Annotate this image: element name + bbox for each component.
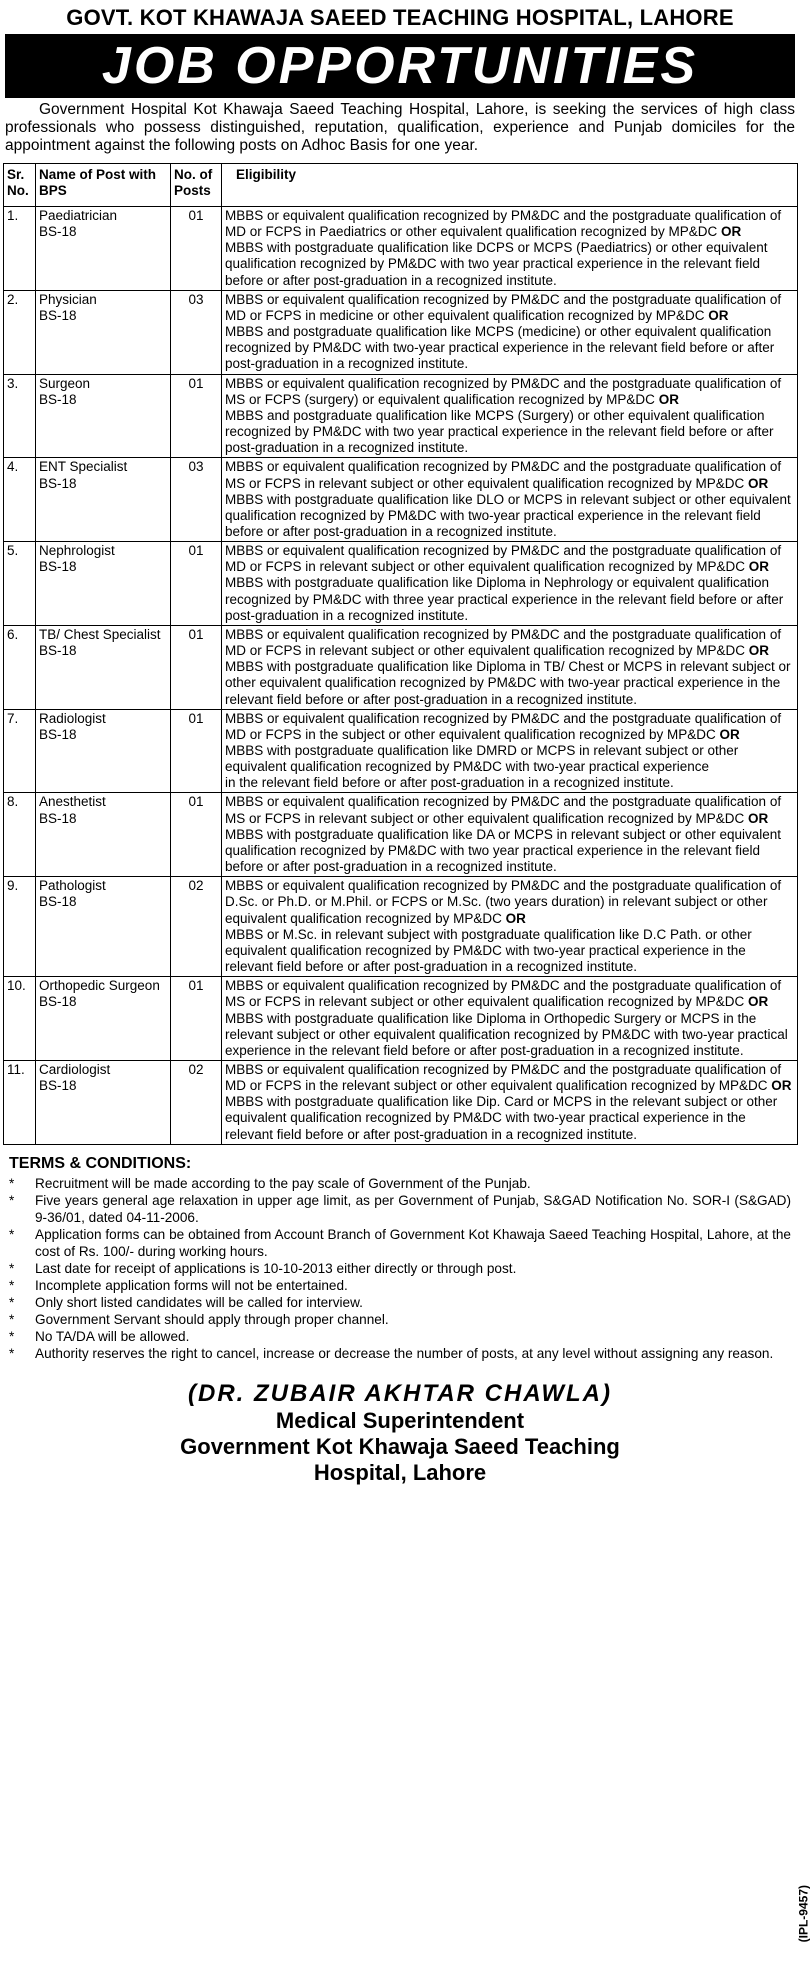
row-no-of-posts: 01 — [171, 625, 222, 709]
term-text: Only short listed candidates will be called for interview. — [35, 1294, 363, 1310]
row-serial-number: 10. — [4, 977, 36, 1061]
row-post-cell — [36, 542, 171, 626]
eligibility-or-label: OR — [748, 994, 769, 1010]
table-header-row — [4, 164, 798, 207]
term-text: Incomplete application forms will not be entertained. — [35, 1277, 348, 1293]
row-post-cell — [36, 793, 171, 877]
table-row — [4, 1060, 798, 1144]
row-post-name: ENT Specialist — [39, 459, 128, 475]
job-opportunities-banner: JOB OPPORTUNITIES — [5, 34, 795, 98]
asterisk-bullet-icon: * — [9, 1277, 15, 1293]
row-no-of-posts: 01 — [171, 374, 222, 458]
asterisk-bullet-icon: * — [9, 1226, 15, 1242]
row-no-of-posts: 01 — [171, 977, 222, 1061]
row-post-name: TB/ Chest Specialist — [39, 626, 161, 642]
eligibility-or-label: OR — [748, 643, 770, 659]
eligibility-option-2: MBBS with postgraduate qualification like DCPS or MCPS (Paediatrics) or other equivalent qualification recognized by PM&DC with two year practical experience in the relevant field before or after post-graduation in a recognized institute. — [225, 240, 768, 288]
eligibility-option-1: MBBS or equivalent qualification recognized by PM&DC and the postgraduate qualification of MD or FCPS in the relevant subject or other equivalent qualification recognized by MP&DC — [225, 1061, 782, 1094]
list-item — [9, 1260, 791, 1277]
row-post-name: Nephrologist — [39, 543, 115, 559]
eligibility-or-label: OR — [719, 726, 740, 742]
eligibility-option-2-continued: in the relevant field before or after post-graduation in a recognized institute. — [225, 775, 674, 791]
header-eligibility: Eligibility — [222, 164, 798, 207]
row-serial-number: 3. — [4, 374, 36, 458]
eligibility-option-1: MBBS or equivalent qualification recognized by PM&DC and the postgraduate qualification of MD or FCPS in Paediatrics or other equivalent qualification recognized by MP&DC — [225, 208, 782, 240]
eligibility-or-label: OR — [771, 1078, 792, 1094]
header-no-of-posts: No. of Posts — [171, 164, 222, 207]
row-eligibility — [222, 207, 798, 291]
row-post-name: Pathologist — [39, 878, 106, 894]
row-serial-number: 1. — [4, 207, 36, 291]
term-text: Five years general age relaxation in upper age limit, as per Government of Punjab, S&GAD Notification No. SOR-I (S&GAD) 9-36/01, dated 04-11-2006. — [35, 1192, 791, 1225]
row-post-name: Paediatrician — [39, 208, 118, 223]
row-eligibility — [222, 977, 798, 1061]
eligibility-or-label: OR — [658, 391, 679, 407]
row-post-cell — [36, 1060, 171, 1144]
eligibility-option-1: MBBS or equivalent qualification recognized by PM&DC and the postgraduate qualification of D.Sc. or Ph.D. or M.Phil. or FCPS or M.Sc. (two years duration) in relevant subject or other equivalent qualification recognized by MP&DC — [225, 878, 782, 926]
eligibility-or-label: OR — [721, 224, 742, 240]
row-serial-number: 6. — [4, 625, 36, 709]
list-item — [9, 1277, 791, 1294]
row-post-cell — [36, 207, 171, 291]
row-post-cell — [36, 458, 171, 542]
row-no-of-posts: 01 — [171, 709, 222, 793]
term-text: Authority reserves the right to cancel, increase or decrease the number of posts, at any level without assigning any reason. — [35, 1345, 774, 1361]
intro-paragraph: Government Hospital Kot Khawaja Saeed Teaching Hospital, Lahore, is seeking the services of high class professionals who possess distinguished, reputation, qualification, experience and Punjab domiciles for the appointment against the following posts on Adhoc Basis for one year. — [5, 101, 795, 154]
list-item — [9, 1226, 791, 1260]
row-post-name: Anesthetist — [39, 794, 106, 810]
eligibility-option-2: MBBS with postgraduate qualification like DMRD or MCPS in relevant subject or other equivalent qualification recognized by PM&DC with two-year practical experience — [225, 743, 739, 775]
eligibility-option-1: MBBS or equivalent qualification recognized by PM&DC and the postgraduate qualification of MD or FCPS in relevant subject or other equivalent qualification recognized by MP&DC — [225, 543, 782, 575]
table-row — [4, 542, 798, 626]
table-row — [4, 877, 798, 977]
eligibility-option-2: MBBS with postgraduate qualification like Diploma in Nephrology or equivalent qualification recognized by PM&DC with three year practical experience in the relevant field before or after post-graduation in a recognized institute. — [225, 575, 784, 623]
eligibility-or-label: OR — [748, 475, 769, 491]
posts-table — [3, 163, 798, 1145]
row-eligibility — [222, 877, 798, 977]
row-no-of-posts: 01 — [171, 207, 222, 291]
signature-block — [3, 1380, 797, 1486]
row-post-bps: BS-18 — [39, 1078, 77, 1094]
row-post-cell — [36, 374, 171, 458]
eligibility-option-2: MBBS and postgraduate qualification like MCPS (medicine) or other equivalent qualification recognized by PM&DC with two-year practical experience in the relevant field before or after post-graduation in a recognized institute. — [225, 324, 775, 372]
table-row — [4, 977, 798, 1061]
eligibility-option-1: MBBS or equivalent qualification recognized by PM&DC and the postgraduate qualification of MS or FCPS in relevant subject or other equivalent qualification recognized by MP&DC — [225, 459, 782, 491]
eligibility-option-2: MBBS with postgraduate qualification like Diploma in Orthopedic Surgery or MCPS in the relevant subject or other equivalent qualification recognized by PM&DC with two-year practical experience in the relevant field before or after post-graduation in a recognized institute. — [225, 1010, 788, 1058]
row-eligibility — [222, 290, 798, 374]
table-row — [4, 290, 798, 374]
terms-section — [9, 1155, 791, 1362]
eligibility-or-label: OR — [748, 559, 770, 575]
row-post-name: Physician — [39, 291, 97, 307]
eligibility-option-1: MBBS or equivalent qualification recognized by PM&DC and the postgraduate qualification of MS or FCPS in relevant subject or other equivalent qualification recognized by MP&DC — [225, 794, 782, 826]
term-text: Recruitment will be made according to the pay scale of Government of the Punjab. — [35, 1175, 531, 1191]
row-eligibility — [222, 542, 798, 626]
eligibility-option-2: MBBS or M.Sc. in relevant subject with postgraduate qualification like D.C Path. or other equivalent qualification recognized by PM&DC with two-year practical experience in the relevant field before or after post-graduation in a recognized institute. — [225, 926, 752, 975]
eligibility-option-1: MBBS or equivalent qualification recognized by PM&DC and the postgraduate qualification of MS or FCPS in relevant subject or other equivalent qualification recognized by MP&DC — [225, 978, 782, 1010]
eligibility-option-2: MBBS with postgraduate qualification like DA or MCPS in relevant subject or other equivalent qualification recognized by PM&DC with two year practical experience in the relevant field before or after post-graduation in a recognized institute. — [225, 826, 782, 875]
eligibility-option-2: MBBS and postgraduate qualification like MCPS (Surgery) or other equivalent qualification recognized by PM&DC with two year practical experience in the relevant field before or after post-graduation in a recognized institute. — [225, 407, 774, 456]
list-item — [9, 1294, 791, 1311]
eligibility-or-label: OR — [505, 910, 526, 926]
row-no-of-posts: 02 — [171, 1060, 222, 1144]
eligibility-option-1: MBBS or equivalent qualification recognized by PM&DC and the postgraduate qualification of MS or FCPS (surgery) or equivalent qualification recognized by MP&DC — [225, 375, 782, 407]
row-post-bps: BS-18 — [39, 643, 77, 659]
row-serial-number: 11. — [4, 1060, 36, 1144]
eligibility-option-2: MBBS with postgraduate qualification like Dip. Card or MCPS in the relevant subject or other equivalent qualification recognized by PM&DC with two-year practical experience in the relevant field before or after post-graduation in a recognized institute. — [225, 1094, 778, 1142]
row-post-bps: BS-18 — [39, 726, 77, 742]
row-serial-number: 8. — [4, 793, 36, 877]
eligibility-option-2: MBBS with postgraduate qualification like Diploma in TB/ Chest or MCPS in relevant subject or other equivalent qualification recognized by PM&DC with two-year practical experience in the relevant field before or after post-graduation in a recognized institute. — [225, 659, 791, 707]
row-post-cell — [36, 290, 171, 374]
list-item — [9, 1175, 791, 1192]
row-post-name: Orthopedic Surgeon — [39, 978, 160, 994]
row-serial-number: 2. — [4, 290, 36, 374]
row-post-bps: BS-18 — [39, 475, 77, 491]
row-no-of-posts: 01 — [171, 793, 222, 877]
row-post-bps: BS-18 — [39, 559, 77, 575]
eligibility-option-1: MBBS or equivalent qualification recognized by PM&DC and the postgraduate qualification of MD or FCPS in the subject or other equivalent qualification recognized by MP&DC — [225, 710, 782, 742]
signatory-designation: Medical Superintendent — [275, 1407, 525, 1433]
row-post-bps: BS-18 — [39, 391, 77, 407]
row-post-bps: BS-18 — [39, 224, 77, 240]
row-post-cell — [36, 877, 171, 977]
row-no-of-posts: 01 — [171, 542, 222, 626]
asterisk-bullet-icon: * — [9, 1192, 15, 1208]
row-eligibility — [222, 709, 798, 793]
eligibility-option-1: MBBS or equivalent qualification recognized by PM&DC and the postgraduate qualification of MD or FCPS in medicine or other equivalent qualification recognized by MP&DC — [225, 291, 782, 323]
row-eligibility — [222, 793, 798, 877]
row-post-cell — [36, 709, 171, 793]
list-item — [9, 1328, 791, 1345]
signatory-organization-line1: Government Kot Khawaja Saeed Teaching — [180, 1433, 620, 1459]
ipl-reference: (IPL-9457) — [796, 1885, 810, 1943]
row-no-of-posts: 02 — [171, 877, 222, 977]
table-row — [4, 374, 798, 458]
eligibility-or-label: OR — [748, 810, 769, 826]
table-row — [4, 458, 798, 542]
row-eligibility — [222, 374, 798, 458]
job-advertisement — [3, 0, 797, 1486]
signatory-name: (DR. ZUBAIR AKHTAR CHAWLA) — [188, 1379, 612, 1407]
list-item — [9, 1345, 791, 1362]
row-serial-number: 7. — [4, 709, 36, 793]
row-post-bps: BS-18 — [39, 894, 77, 910]
row-post-bps: BS-18 — [39, 994, 77, 1010]
row-post-name: Radiologist — [39, 710, 106, 726]
row-post-bps: BS-18 — [39, 307, 77, 323]
asterisk-bullet-icon: * — [9, 1294, 15, 1310]
posts-table-body — [4, 207, 798, 1145]
asterisk-bullet-icon: * — [9, 1311, 15, 1327]
asterisk-bullet-icon: * — [9, 1328, 15, 1344]
eligibility-option-2: MBBS with postgraduate qualification like DLO or MCPS in relevant subject or other equivalent qualification recognized by PM&DC with two-year practical experience in the relevant field before or after post-graduation in a recognized institute. — [225, 491, 791, 539]
row-eligibility — [222, 458, 798, 542]
row-no-of-posts: 03 — [171, 458, 222, 542]
row-serial-number: 4. — [4, 458, 36, 542]
table-row — [4, 793, 798, 877]
row-post-bps: BS-18 — [39, 810, 77, 826]
table-row — [4, 625, 798, 709]
asterisk-bullet-icon: * — [9, 1175, 15, 1191]
terms-list — [9, 1175, 791, 1362]
term-text: Last date for receipt of applications is 10-10-2013 either directly or through post. — [35, 1260, 517, 1276]
term-text: Government Servant should apply through proper channel. — [35, 1311, 389, 1327]
header-sr-no: Sr. No. — [4, 164, 36, 207]
row-no-of-posts: 03 — [171, 290, 222, 374]
terms-heading: TERMS & CONDITIONS: — [9, 1154, 192, 1172]
asterisk-bullet-icon: * — [9, 1345, 15, 1361]
hospital-title: GOVT. KOT KHAWAJA SAEED TEACHING HOSPITAL, LAHORE — [66, 5, 734, 30]
signatory-organization-line2: Hospital, Lahore — [313, 1459, 487, 1485]
row-post-name: Surgeon — [39, 375, 91, 391]
table-row — [4, 709, 798, 793]
asterisk-bullet-icon: * — [9, 1260, 15, 1276]
row-post-cell — [36, 625, 171, 709]
term-text: No TA/DA will be allowed. — [35, 1328, 190, 1344]
row-post-name: Cardiologist — [39, 1061, 111, 1077]
row-post-cell — [36, 977, 171, 1061]
term-text: Application forms can be obtained from Account Branch of Government Kot Khawaja Saeed Teaching Hospital, Lahore, at the cost of Rs. 100/- during working hours. — [35, 1226, 791, 1259]
row-serial-number: 5. — [4, 542, 36, 626]
list-item — [9, 1311, 791, 1328]
table-row — [4, 207, 798, 291]
row-eligibility — [222, 1060, 798, 1144]
row-eligibility — [222, 625, 798, 709]
eligibility-or-label: OR — [708, 307, 729, 323]
list-item — [9, 1192, 791, 1226]
header-post-name: Name of Post with BPS — [36, 164, 171, 207]
row-serial-number: 9. — [4, 877, 36, 977]
eligibility-option-1: MBBS or equivalent qualification recognized by PM&DC and the postgraduate qualification of MD or FCPS in relevant subject or other equivalent qualification recognized by MP&DC — [225, 626, 782, 659]
